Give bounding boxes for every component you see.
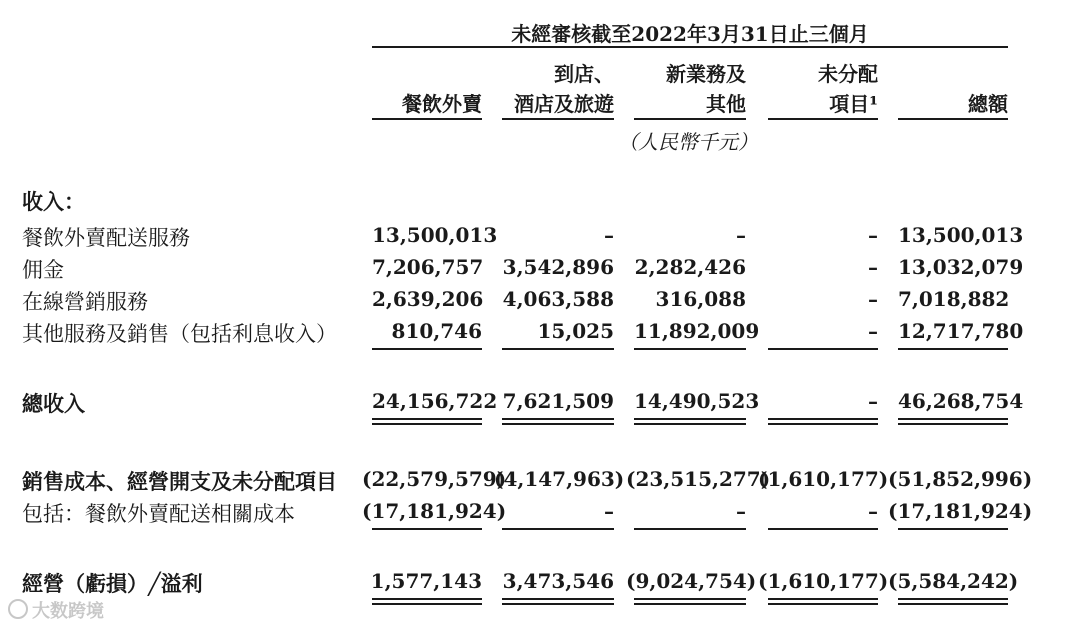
costs-value: (4,147,963)	[494, 467, 625, 491]
total-revenue-value: 24,156,722	[372, 389, 498, 413]
row-label: 餐飲外賣配送服務	[22, 226, 190, 250]
col-underline	[634, 118, 746, 120]
including-value: –	[736, 499, 746, 523]
costs-value: (23,515,277)	[626, 467, 771, 491]
total-revenue-value: 14,490,523	[634, 389, 760, 413]
watermark-logo-icon	[8, 599, 28, 619]
including-value: –	[868, 499, 878, 523]
including-value: (17,181,924)	[888, 499, 1033, 523]
double-underline	[634, 418, 746, 425]
operating-value: (1,610,177)	[758, 569, 889, 593]
subtotal-line	[768, 348, 878, 350]
cell-value: 7,018,882	[898, 287, 1010, 311]
double-underline	[898, 598, 1008, 605]
cell-value: 15,025	[537, 319, 614, 343]
col-header-new-initiatives-line1: 新業務及	[666, 62, 746, 86]
cell-value: 2,282,426	[634, 255, 746, 279]
cell-value: 2,639,206	[372, 287, 484, 311]
operating-value: (9,024,754)	[626, 569, 757, 593]
total-revenue-value: –	[868, 389, 878, 413]
cell-value: –	[868, 223, 878, 247]
subtotal-line	[372, 528, 482, 530]
row-label: 其他服務及銷售（包括利息收入）	[22, 322, 337, 346]
period-underline	[372, 46, 1008, 48]
cell-value: 4,063,588	[502, 287, 614, 311]
including-label: 包括：餐飲外賣配送相關成本	[22, 502, 295, 526]
col-underline	[372, 118, 482, 120]
subtotal-line	[372, 348, 482, 350]
cell-value: 11,892,009	[634, 319, 760, 343]
double-underline	[634, 598, 746, 605]
double-underline	[768, 418, 878, 425]
cell-value: –	[604, 223, 614, 247]
total-revenue-value: 7,621,509	[502, 389, 614, 413]
double-underline	[898, 418, 1008, 425]
row-label: 在線營銷服務	[22, 290, 148, 314]
subtotal-line	[898, 528, 1008, 530]
double-underline	[768, 598, 878, 605]
cell-value: 810,746	[391, 319, 482, 343]
costs-value: (22,579,579)	[362, 467, 507, 491]
including-value: –	[604, 499, 614, 523]
including-value: (17,181,924)	[362, 499, 507, 523]
cell-value: 13,500,013	[898, 223, 1024, 247]
subtotal-line	[768, 528, 878, 530]
costs-value: (1,610,177)	[758, 467, 889, 491]
cell-value: 7,206,757	[372, 255, 484, 279]
cell-value: 13,032,079	[898, 255, 1024, 279]
col-header-unallocated-line1: 未分配	[818, 62, 878, 86]
operating-value: (5,584,242)	[888, 569, 1019, 593]
cell-value: –	[868, 255, 878, 279]
total-revenue-label: 總收入	[22, 391, 85, 416]
col-header-unallocated: 項目¹	[829, 92, 878, 116]
subtotal-line	[502, 348, 614, 350]
watermark-text: 大数跨境	[32, 601, 104, 622]
operating-value: 3,473,546	[502, 569, 614, 593]
double-underline	[502, 598, 614, 605]
operating-label: 經營（虧損）╱溢利	[22, 571, 203, 596]
col-header-instore: 酒店及旅遊	[514, 92, 614, 116]
cell-value: –	[736, 223, 746, 247]
cell-value: –	[868, 319, 878, 343]
subtotal-line	[634, 348, 746, 350]
col-underline	[768, 118, 878, 120]
cell-value: 3,542,896	[502, 255, 614, 279]
costs-label: 銷售成本、經營開支及未分配項目	[22, 469, 337, 494]
period-header: 未經審核截至2022年3月31日止三個月	[511, 22, 869, 46]
cell-value: –	[868, 287, 878, 311]
currency-unit: （人民幣千元）	[618, 130, 758, 154]
col-header-new-initiatives: 其他	[706, 92, 746, 116]
total-revenue-value: 46,268,754	[898, 389, 1024, 413]
col-header-total: 總額	[968, 92, 1008, 116]
subtotal-line	[634, 528, 746, 530]
col-underline	[502, 118, 614, 120]
double-underline	[372, 598, 482, 605]
cell-value: 12,717,780	[898, 319, 1024, 343]
double-underline	[502, 418, 614, 425]
col-underline	[898, 118, 1008, 120]
watermark	[8, 597, 104, 623]
subtotal-line	[898, 348, 1008, 350]
operating-value: 1,577,143	[370, 569, 482, 593]
section-revenue-label: 收入：	[22, 189, 85, 214]
col-header-instore-line1: 到店、	[554, 62, 614, 86]
double-underline	[372, 418, 482, 425]
cell-value: 13,500,013	[372, 223, 498, 247]
cell-value: 316,088	[655, 287, 746, 311]
costs-value: (51,852,996)	[888, 467, 1033, 491]
row-label: 佣金	[22, 258, 64, 282]
subtotal-line	[502, 528, 614, 530]
col-header-food-delivery: 餐飲外賣	[402, 92, 482, 116]
